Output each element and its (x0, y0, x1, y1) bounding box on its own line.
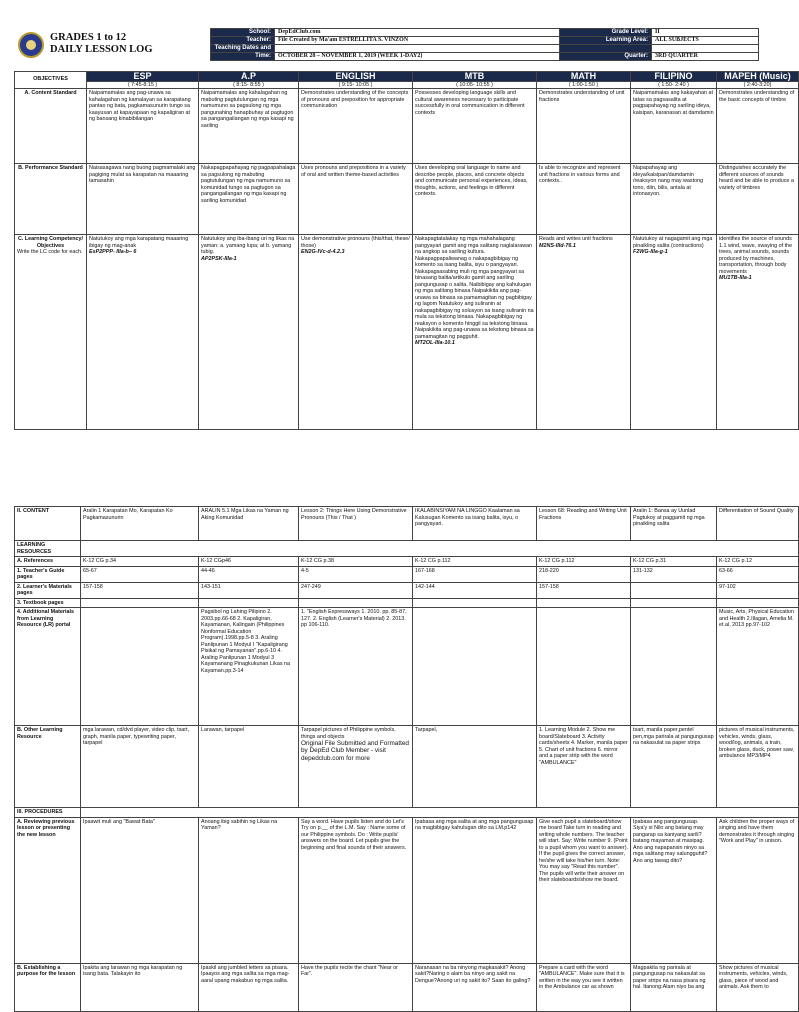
lesson-row (15, 541, 799, 557)
cell (717, 598, 799, 608)
cell: Pagsibol ng Lahing Pilipino 2. 2003.pp.66-68 2. Kapaligiran, Kayamanan, Kalingain (Philippines Nonformal Education Program).1998.pp.5-8 3. Araling Panlipunan 1 Modyul I "Kapaligirang Pisikal ng Pamayanan".pp.6-10 4. Araling Panlipunan 1 Modyul 3 Kayamanang Pinagkukunan Likas na Kayaman.pp.3-14 (199, 608, 299, 726)
cell: K-12 CG p.12 (717, 557, 799, 567)
subject-time: ( 7:45-8:15 ) (87, 82, 199, 89)
objective-row (15, 164, 799, 235)
subject-time: ( 10:05- 10:55 ) (413, 82, 537, 89)
cell (537, 235, 631, 430)
cell: 143-151 (199, 582, 299, 598)
cell (631, 608, 717, 726)
lesson-row (15, 808, 799, 818)
competency-text: Nakapagtatalakay ng mga mahahalagang pangyayari gamit ang mga salitang naglalarawan na angkop sa sariling kultura. Nakapagpapaliwanag o nakapagbibigay ng komento sa isang balita, isyu o pangyayari. Nakapagsasabing muli ng mga pangyayari sa binasang balita/artikulo gamit ang sariling pangungusap o salita. Naibibigay ang kahulugan ng mga salitang binasa Naipakikita ang pag-unawa sa binasa sa pamamagitan ng pagbibigay ng lagom Natutukoy ang suliranin at nakapagbibigay ng solusyon sa isang suliranin na mula sa tekstong binasa. Nakapagbibigay ng reaksyon o komento hinggil sa tekstong binasa. Naipakikita ang pag-unawa sa tekstong binasa sa pamamagitan ng pagguhit. (415, 236, 534, 340)
cell: Anoang ibig sabihin ng Likas na Yaman? (199, 817, 299, 963)
cell (199, 598, 299, 608)
subject-time: ( 1:00-1:50 ) (537, 82, 631, 89)
row-label: C. Learning Competency/ Objectives Write the LC code for each. (15, 235, 87, 430)
subject-header: ENGLISH (299, 72, 413, 82)
cell: mga larawan, cd/dvd player, video clip, tsart, graph, manila paper, typewriting paper, tarpapel (81, 726, 199, 808)
cell: Demonstrates understanding of the basic concepts of timbre (717, 89, 799, 164)
cell: Ask children the proper ways of singing and have them demonstrates it through singing "Work and Play" in unison. (717, 817, 799, 963)
subject-header: MTB (413, 72, 537, 82)
quarter-label: Quarter: (560, 53, 652, 61)
row-label: A. Reviewing previous lesson or presenting the new lesson (15, 817, 81, 963)
cell: Ipabasa ang mga salita at ang mga pangungusap na magbibigay kahulugan dito sa LM.p142 (413, 817, 537, 963)
cell: Uses developing oral language to name and describe people, places, and concrete objects and communicate personal experiences, ideas, thoughts, actions, and feelings in different contexts. (413, 164, 537, 235)
cell: K-12 CG p.112 (413, 557, 537, 567)
cell: Music, Arts, Physical Education and Health 2.Illagan, Amelia M. et.al, 2013 pp.97-102 (717, 608, 799, 726)
cell: Demonstrates understanding of the concepts of pronouns and preposition for appropriate communication (299, 89, 413, 164)
cell (717, 235, 799, 430)
meta-blank (560, 45, 652, 53)
cell (631, 235, 717, 430)
cell: Uses pronouns and prepositions in a variety of oral and written theme-based activities (299, 164, 413, 235)
cell: Ipaskil ang jumbled letters sa pisara. Ipaayos ang mga salita sa mga mag-aaral upang makabuo ng mga salita. (199, 963, 299, 1011)
cell: 131-132 (631, 566, 717, 582)
meta-blank-2 (652, 45, 759, 53)
cell: ARALIN 5.1 Mga Likas na Yaman ng Aking Komunidad (199, 507, 299, 541)
lesson-row (15, 963, 799, 1011)
lc-code: EN2G-IVc-d-4.2.3 (301, 249, 345, 255)
cell: 142-144 (413, 582, 537, 598)
cell (299, 598, 413, 608)
cell: Is able to recognize and represent unit fractions in various forms and contexts.. (537, 164, 631, 235)
subject-header: MAPEH (Music) (717, 72, 799, 82)
objective-row (15, 89, 799, 164)
cell: Aralin 1 Karapatan Mo, Karapatan Ko Pagkamasunurin (81, 507, 199, 541)
teacher-label: Teacher: (211, 37, 275, 45)
empty-span (81, 541, 799, 557)
competency-text: identifies the source of sounds 1.1 wind, wave, swaying of the trees, animal sounds, sounds produced by machines, transportation, through body movements (719, 236, 793, 275)
school-value: DepEdClub.com (275, 29, 560, 37)
watermark-note: Original File Submitted and Formatted by DepEd Club Member - visit depedclub.com for more (301, 740, 409, 762)
cell: Prepare a card with the word "AMBULANCE". Make sure that it is written in the way you see it written in the Ambulance car as shown (537, 963, 631, 1011)
row-label: 3. Textbook pages (15, 598, 81, 608)
cell: 167-168 (413, 566, 537, 582)
dates-label: Teaching Dates and (211, 45, 275, 53)
area-value: ALL SUBJECTS (652, 37, 759, 45)
title-line-1: GRADES 1 to 12 (50, 32, 127, 43)
subject-time: ( 8:15- 8:55 ) (199, 82, 299, 89)
subject-header: MATH (537, 72, 631, 82)
dates-blank (275, 45, 560, 53)
competency-text: Natutukoy ang iba-ibang uri ng likas na yaman: a. yamang lupa; at b. yamang tubig. (201, 236, 295, 255)
lesson-row (15, 582, 799, 598)
cell: Nakapagpapahayag ng pagpapahalaga sa pagsulong ng mabuting pagtutulungan ng mga namumuno sa komunidad tungo sa pagtugon sa pangangailangan ng mga kasapi ng sariling komunidad (199, 164, 299, 235)
cell: Distinguishes accurately the different sources of sounds heard and be able to produce a variety of timbres (717, 164, 799, 235)
cell: pictures of musical instruments, vehicles, winds, glass, wood/log, animals, a train, broken glass, duck, power saw, ambulance MP3/MP4 (717, 726, 799, 808)
row-label: 1. Teacher's Guide pages (15, 566, 81, 582)
row-label: 2. Learner's Materials pages (15, 582, 81, 598)
competency-text: Natutukoy ang mga karapatang maaaring ibigay ng mag-anak (89, 236, 189, 249)
cell (87, 235, 199, 430)
lesson-row (15, 566, 799, 582)
row-label: B. Performance Standard (15, 164, 87, 235)
cell: 97-102 (717, 582, 799, 598)
cell: Show pictures of musical instruments, vehicles, winds, glass, piece of wood and animals. Ask them to (717, 963, 799, 1011)
subject-header: A.P (199, 72, 299, 82)
cell: Demonstrates understanding of unit fractions (537, 89, 631, 164)
subject-time: ( 1:50- 2:40 ) (631, 82, 717, 89)
quarter-value: 3RD QUARTER (652, 53, 759, 61)
dates-value: OCTOBER 28 – NOVEMBER 1, 2019 (WEEK 1-DAY2) (275, 53, 560, 61)
cell: 157-158 (81, 582, 199, 598)
header-meta-table (210, 28, 759, 61)
row-label: B. Establishing a purpose for the lesson (15, 963, 81, 1011)
cell (537, 608, 631, 726)
cell: K-12 CGp46 (199, 557, 299, 567)
subject-header: ESP (87, 72, 199, 82)
cell: 1. "English Expressways 1. 2010. pp. 85-87, 127. 2. English (Learner's Material) 2. 2013. pp 106-110. (299, 608, 413, 726)
cell: Tarpapel, (413, 726, 537, 808)
objectives-table (14, 71, 799, 430)
school-label: School: (211, 29, 275, 37)
cell: Naipamamalas ang pag-unawa sa kahalagahan ng kamalayan sa karapatang pantao ng bata, pagkamasunurin tungo sa kaayusan at kapayapaan ng kapaligiran at ng bansang kinabibilangan (87, 89, 199, 164)
row-label: A. Content Standard (15, 89, 87, 164)
cell (413, 598, 537, 608)
cell: Have the pupils recite the chant "Near or Far". (299, 963, 413, 1011)
cell (631, 582, 717, 598)
competency-text: Use demonstrative pronouns (this/that, these/ those) (301, 236, 410, 249)
competency-text: Natutukoy at nagagamit ang mga pinaikling salita (contractions) (633, 236, 713, 249)
lesson-row (15, 817, 799, 963)
subject-time: ( 9:15- 10:05 ) (299, 82, 413, 89)
lc-code: MU1TB-IIIa-1 (719, 275, 752, 281)
cell: IKALABINSIYAM NA LINGGO Kaalaman sa Kalusugan Komento sa isang balita, isyu, o pangyayari. (413, 507, 537, 541)
row-label: A. References (15, 557, 81, 567)
cell: Lesson 2: Things Here Using Demonstrative Pronouns (This / That ) (299, 507, 413, 541)
cell: K-12 CG p.38 (299, 557, 413, 567)
empty-span (81, 808, 799, 818)
cell (299, 235, 413, 430)
cell: Naranasan na ba ninyong magkasakit? Anong sakit?Naring o alam ba ninyo ang sakit na Dengue?Anong uri ng sakit ito? Saan ito galing? (413, 963, 537, 1011)
cell: 1. Learning Module 2. Show me board/Slateboard 3. Activity cards/sheets 4. Marker, manila paper 5. Chart of unit fractions 6. mirror and a paper strip with the word "AMBULANCE" (537, 726, 631, 808)
subject-time: ( 2:40-3:20) (717, 82, 799, 89)
lesson-table (14, 506, 799, 1012)
cell (537, 598, 631, 608)
cell: Ipakita ang larawan ng mga karapatan ng isang bata. Talakayin ito (81, 963, 199, 1011)
row-label: III. PROCEDURES (15, 808, 81, 818)
cell: Lesson 68: Reading and Writing Unit Fractions (537, 507, 631, 541)
cell: Differentiation of Sound Quality (717, 507, 799, 541)
subject-header: FILIPINO (631, 72, 717, 82)
objective-row (15, 235, 799, 430)
cell: Say a word. Have pupils listen and do Let's Try on p.__ of the L.M. Say : Name some of our Philippine symbols. Do : Write pupils' answers on the board. Let pupils give the beginning and final sounds of their answers. (299, 817, 413, 963)
row-label: II. CONTENT (15, 507, 81, 541)
document-title (50, 32, 153, 56)
cell: 4-5 (299, 566, 413, 582)
cell: tsart, manila paper,pentel pen,mga parirala at pangungusap na nakasulat sa paper strips (631, 726, 717, 808)
cell: 65-67 (81, 566, 199, 582)
time-label: Time: (211, 53, 275, 61)
cell: Tarpapel pictures of Philippine symbols, things and objects Original File Submitted and Formatted by DepEd Club Member - visit depedclub.com for more (299, 726, 413, 808)
page-header (14, 28, 758, 68)
lesson-row (15, 726, 799, 808)
row-note: Write the LC code for each. (17, 249, 83, 255)
title-line-2: DAILY LESSON LOG (50, 44, 153, 55)
lc-code: EsP2PPP- IIIa-b– 6 (89, 249, 137, 255)
cell: 44-46 (199, 566, 299, 582)
lc-code: F2WG-IIIa-g-1 (633, 249, 668, 255)
lc-code: M2NS-IIId-76.1 (539, 242, 576, 249)
competency-text: Reads and writes unit fractions (539, 236, 613, 242)
cell: Naisasagawa nang buong pagmamalaki ang pagiging mulat sa karapatan na maaaring tamasahin (87, 164, 199, 235)
lc-code: AP2PSK-IIIa-1 (201, 255, 237, 262)
lesson-row (15, 608, 799, 726)
cell (81, 608, 199, 726)
cell: 63-66 (717, 566, 799, 582)
cell: K-12 CG p.112 (537, 557, 631, 567)
cell: Ipabasa ang pangungusap. Siya'y si Nilo ang batang may pangarap sa kaniyang sarili? batang mayaman at masipag. Ano ang napapansin ninyo sa mga salitang may salungguhit? Ano ang tawag dito? (631, 817, 717, 963)
grade-value: II (652, 29, 759, 37)
cell: 247-249 (299, 582, 413, 598)
cell: Naipamamalas ang kahalagahan ng mabuting pagtutulungan ng mga namumuno sa pagsulong ng mga pangunahing hanapbuhay at pagtugon sa pangangailangan ng mga kasapi ng sariling (199, 89, 299, 164)
cell: Magpakita ng parirala at pangungusap na nakasulat sa paper strips na nasa pisara ng hal. Itanong:Alam niyo ba ang (631, 963, 717, 1011)
cell: Aralin 1: Bansa ay Uunlad Pagtukoy at paggamit ng mga pinaikling salita (631, 507, 717, 541)
lesson-row (15, 557, 799, 567)
cell: Napapahayag ang ideya/kaisipan/damdamin /reaksyon nang may wastong tono, diin, bilis, antala at intonasyon. (631, 164, 717, 235)
area-label: Learning Area: (560, 37, 652, 45)
cell: Larawan, tarpapel (199, 726, 299, 808)
objectives-label: OBJECTIVES (15, 72, 87, 89)
row-label: 4. Additional Materials from Learning Resource (LR) portal (15, 608, 81, 726)
cell (413, 608, 537, 726)
cell: 218-220 (537, 566, 631, 582)
row-label: B. Other Learning Resource (15, 726, 81, 808)
cell (199, 235, 299, 430)
lesson-row (15, 598, 799, 608)
lesson-row (15, 507, 799, 541)
cell (631, 598, 717, 608)
cell (413, 235, 537, 430)
cell: Possesses developing language skills and cultural awareness necessary to participate successfully in oral communication in different contexts (413, 89, 537, 164)
lc-code: MT2OL-IIIa-10.1 (415, 340, 455, 346)
cell: 157-158 (537, 582, 631, 598)
cell (81, 598, 199, 608)
cell: Ipaawit muli ang "Bawat Bata" (81, 817, 199, 963)
cell: K-12 CG p.31 (631, 557, 717, 567)
cell: Naipamamalas ang kakayahan at tatas sa pagsasalita at pagpapahayag ng sariling ideya, kaisipan, karanasan at damdamin (631, 89, 717, 164)
deped-seal-icon (18, 32, 44, 58)
teacher-value: File Created by Ma'am ESTRELLITA S. VINZON (275, 37, 560, 45)
cell: K-12 CG p.34 (81, 557, 199, 567)
cell: Give each pupil a slateboard/show me board Take turn in reading and writing whole numbers. The teacher will start. Say: Write number 9. (Point to a pupil whom you want to answer). If the pupil gives the correct answer, he/she will take his/her turn. Note: You may say "Read this number". The pupils will write their answer on their slateboards/show me board. (537, 817, 631, 963)
row-label: LEARNING RESOURCES (15, 541, 81, 557)
grade-label: Grade Level: (560, 29, 652, 37)
